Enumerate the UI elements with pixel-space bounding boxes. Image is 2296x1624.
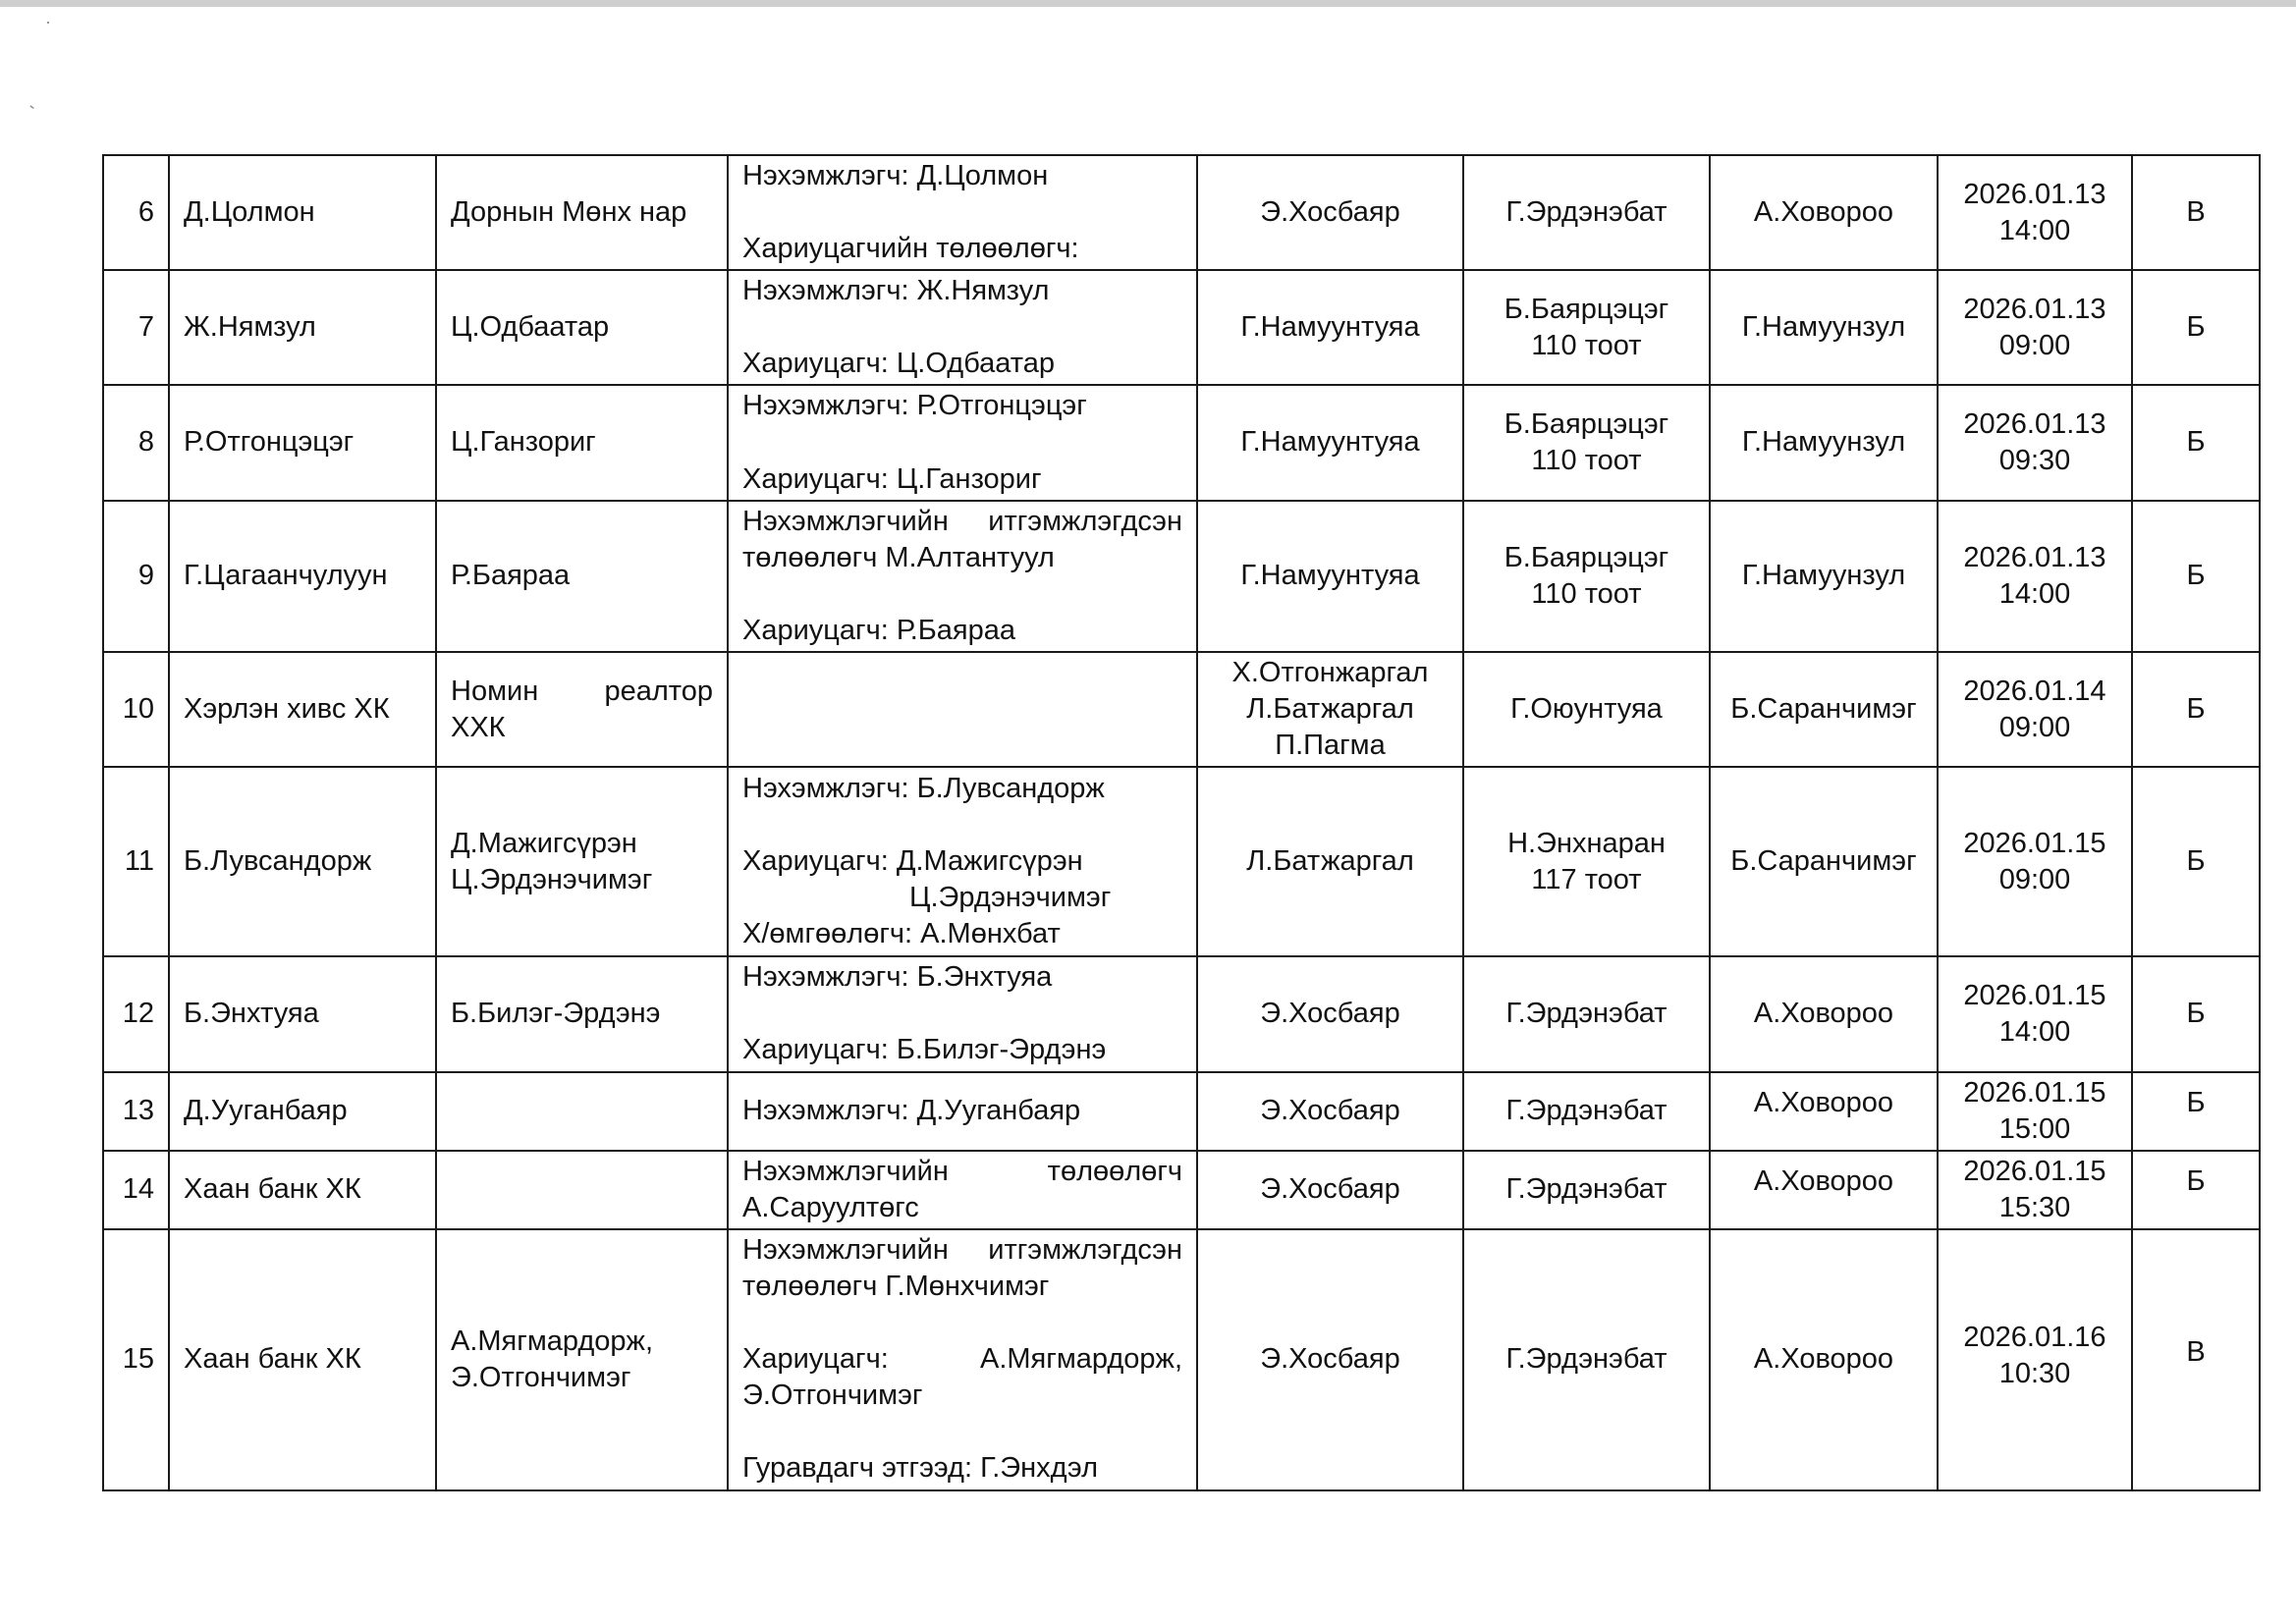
participant-line: Хариуцагчийн төлөөлөгч: [742, 233, 1079, 265]
type-cell: В [2132, 155, 2260, 270]
defendant-cell: Б.Билэг-Эрдэнэ [436, 956, 728, 1071]
judge-cell [1197, 652, 1463, 767]
judge-cell: Г.Намуунтуяа [1197, 501, 1463, 652]
participants-cell [728, 155, 1197, 270]
time-text: 09:00 [1998, 329, 2071, 361]
date-text: 2026.01.15 [1963, 1155, 2106, 1187]
room-line: Б.Баярцэцэг [1503, 541, 1669, 573]
row-number: 6 [103, 155, 169, 270]
row-number: 7 [103, 270, 169, 385]
judge-cell: Э.Хосбаяр [1197, 1229, 1463, 1490]
time-text: 14:00 [1998, 214, 2071, 246]
date-text: 2026.01.13 [1963, 407, 2106, 440]
room-cell [1463, 1229, 1710, 1490]
defendant-cell: Ц.Ганзориг [436, 385, 728, 500]
clerk-cell: А.Ховороо [1710, 1229, 1938, 1490]
room-line: Г.Эрдэнэбат [1505, 196, 1667, 229]
judge-line: Л.Батжаргал [1246, 693, 1414, 726]
row-number: 11 [103, 767, 169, 956]
time-text: 14:00 [1998, 1015, 2071, 1048]
participant-line: Нэхэмжлэгч: Р.Отгонцэцэг [742, 390, 1087, 422]
date-text: 2026.01.15 [1963, 1076, 2106, 1109]
defendant-line: А.Мягмардорж, [451, 1325, 654, 1357]
participant-line: Нэхэмжлэгч: Д.Ууганбаяр [742, 1095, 1081, 1127]
plaintiff-cell: Хаан банк ХК [169, 1151, 436, 1229]
participant-line: Нэхэмжлэгч: Ж.Нямзул [742, 275, 1050, 307]
participant-line: Нэхэмжлэгчийн итгэмжлэгдсэн [742, 505, 1182, 537]
clerk-cell: А.Ховороо [1710, 1072, 1938, 1151]
time-text: 10:30 [1998, 1357, 2071, 1389]
defendant-line: ХХК [451, 711, 506, 743]
type-cell: Б [2132, 501, 2260, 652]
participants-cell [728, 270, 1197, 385]
row-number: 9 [103, 501, 169, 652]
clerk-cell: Б.Саранчимэг [1710, 767, 1938, 956]
judge-cell: Э.Хосбаяр [1197, 1072, 1463, 1151]
plaintiff-cell: Р.Отгонцэцэг [169, 385, 436, 500]
defendant-cell: Дорнын Мөнх нар [436, 155, 728, 270]
defendant-line: Д.Мажигсүрэн [451, 827, 637, 859]
judge-cell: Г.Намуунтуяа [1197, 385, 1463, 500]
judge-cell: Э.Хосбаяр [1197, 956, 1463, 1071]
defendant-line: Ц.Эрдэнэчимэг [451, 863, 653, 895]
time-text: 09:30 [1998, 445, 2071, 477]
participant-line: Хариуцагч: А.Мягмардорж, [742, 1343, 1182, 1376]
date-text: 2026.01.15 [1963, 979, 2106, 1011]
row-number: 15 [103, 1229, 169, 1490]
participant-line: А.Саруултөгс [742, 1191, 919, 1223]
room-line: Г.Эрдэнэбат [1505, 1343, 1667, 1376]
defendant-cell: Ц.Одбаатар [436, 270, 728, 385]
type-cell: Б [2132, 385, 2260, 500]
plaintiff-cell: Д.Ууганбаяр [169, 1072, 436, 1151]
participants-cell [728, 385, 1197, 500]
participant-line: Хариуцагч: Б.Билэг-Эрдэнэ [742, 1034, 1107, 1066]
defendant-line: Номин реалтор [451, 675, 713, 707]
row-number: 12 [103, 956, 169, 1071]
defendant-cell [436, 1229, 728, 1490]
time-text: 15:00 [1998, 1112, 2071, 1145]
room-cell [1463, 1151, 1710, 1229]
table-row [103, 155, 2260, 270]
defendant-line: Э.Отгончимэг [451, 1361, 631, 1393]
row-number: 10 [103, 652, 169, 767]
table-row [103, 767, 2260, 956]
scan-top-edge [0, 0, 2296, 7]
room-line: 110 тоот [1531, 329, 1642, 361]
clerk-cell: А.Ховороо [1710, 956, 1938, 1071]
room-cell [1463, 1072, 1710, 1151]
date-text: 2026.01.13 [1963, 178, 2106, 210]
participant-line: Нэхэмжлэгчийн итгэмжлэгдсэн [742, 1233, 1182, 1266]
datetime-cell [1938, 501, 2132, 652]
date-text: 2026.01.14 [1963, 675, 2106, 707]
time-text: 15:30 [1998, 1191, 2071, 1223]
clerk-cell: А.Ховороо [1710, 155, 1938, 270]
datetime-cell [1938, 956, 2132, 1071]
plaintiff-cell: Хэрлэн хивс ХК [169, 652, 436, 767]
room-cell [1463, 270, 1710, 385]
room-line: 110 тоот [1531, 445, 1642, 477]
table-row [103, 1072, 2260, 1151]
participant-line: Хариуцагч: Р.Баяраа [742, 614, 1016, 646]
row-number: 14 [103, 1151, 169, 1229]
participant-line: Нэхэмжлэгчийн төлөөлөгч [742, 1155, 1182, 1187]
table-row [103, 385, 2260, 500]
table-row [103, 501, 2260, 652]
participants-cell [728, 1151, 1197, 1229]
row-number: 8 [103, 385, 169, 500]
table-row [103, 1229, 2260, 1490]
participant-line: Х/өмгөөлөгч: А.Мөнхбат [742, 918, 1061, 950]
room-cell [1463, 652, 1710, 767]
participant-line: Гуравдагч этгээд: Г.Энхдэл [742, 1452, 1098, 1485]
table-row [103, 652, 2260, 767]
clerk-cell: Г.Намуунзул [1710, 385, 1938, 500]
room-line: Г.Эрдэнэбат [1505, 1173, 1667, 1206]
table-row [103, 1151, 2260, 1229]
room-cell [1463, 155, 1710, 270]
table-row [103, 270, 2260, 385]
defendant-cell [436, 652, 728, 767]
defendant-cell [436, 767, 728, 956]
date-text: 2026.01.13 [1963, 541, 2106, 573]
plaintiff-cell: Г.Цагаанчулуун [169, 501, 436, 652]
datetime-cell [1938, 1072, 2132, 1151]
defendant-cell [436, 1151, 728, 1229]
type-cell: Б [2132, 767, 2260, 956]
clerk-cell: Б.Саранчимэг [1710, 652, 1938, 767]
room-line: Г.Эрдэнэбат [1505, 998, 1667, 1030]
participant-line: төлөөлөгч Г.Мөнхчимэг [742, 1271, 1050, 1303]
room-line: Г.Оюунтуяа [1510, 693, 1663, 726]
type-cell: Б [2132, 652, 2260, 767]
datetime-cell [1938, 1151, 2132, 1229]
judge-cell: Э.Хосбаяр [1197, 155, 1463, 270]
date-text: 2026.01.16 [1963, 1321, 2106, 1353]
judge-line: П.Пагма [1275, 730, 1386, 762]
participant-line: Хариуцагч: Ц.Ганзориг [742, 462, 1042, 495]
type-cell: В [2132, 1229, 2260, 1490]
participants-cell [728, 956, 1197, 1071]
clerk-cell: Г.Намуунзул [1710, 270, 1938, 385]
clerk-cell: А.Ховороо [1710, 1151, 1938, 1229]
participant-line: Хариуцагч: Д.Мажигсүрэн [742, 845, 1083, 878]
participant-line: Ц.Эрдэнэчимэг [909, 882, 1112, 914]
plaintiff-cell: Д.Цолмон [169, 155, 436, 270]
plaintiff-cell: Б.Энхтуяа [169, 956, 436, 1071]
time-text: 09:00 [1998, 863, 2071, 895]
scan-speck: - [25, 96, 41, 117]
participant-line: төлөөлөгч М.Алтантуул [742, 541, 1055, 573]
time-text: 14:00 [1998, 577, 2071, 610]
scan-speck: · [45, 12, 51, 31]
time-text: 09:00 [1998, 711, 2071, 743]
plaintiff-cell: Ж.Нямзул [169, 270, 436, 385]
datetime-cell [1938, 1229, 2132, 1490]
hearing-schedule-table [102, 154, 2261, 1491]
participant-line: Хариуцагч: Ц.Одбаатар [742, 348, 1055, 380]
participant-line: Нэхэмжлэгч: Д.Цолмон [742, 160, 1049, 191]
room-cell [1463, 956, 1710, 1071]
room-cell [1463, 501, 1710, 652]
room-cell [1463, 385, 1710, 500]
datetime-cell [1938, 155, 2132, 270]
type-cell: Б [2132, 1151, 2260, 1229]
participants-cell [728, 652, 1197, 767]
plaintiff-cell: Хаан банк ХК [169, 1229, 436, 1490]
row-number: 13 [103, 1072, 169, 1151]
datetime-cell [1938, 767, 2132, 956]
room-line: Б.Баярцэцэг [1503, 407, 1669, 440]
judge-cell: Э.Хосбаяр [1197, 1151, 1463, 1229]
room-cell [1463, 767, 1710, 956]
room-line: 110 тоот [1531, 577, 1642, 610]
datetime-cell [1938, 385, 2132, 500]
participants-cell [728, 1072, 1197, 1151]
date-text: 2026.01.15 [1963, 827, 2106, 859]
room-line: Б.Баярцэцэг [1503, 293, 1669, 325]
plaintiff-cell: Б.Лувсандорж [169, 767, 436, 956]
participants-cell [728, 501, 1197, 652]
participant-line: Э.Отгончимэг [742, 1380, 923, 1412]
type-cell: Б [2132, 1072, 2260, 1151]
participants-cell [728, 767, 1197, 956]
date-text: 2026.01.13 [1963, 293, 2106, 325]
type-cell: Б [2132, 956, 2260, 1071]
participant-line: Нэхэмжлэгч: Б.Лувсандорж [742, 773, 1105, 805]
participant-line: Нэхэмжлэгч: Б.Энхтуяа [742, 961, 1053, 994]
defendant-cell: Р.Баяраа [436, 501, 728, 652]
clerk-cell: Г.Намуунзул [1710, 501, 1938, 652]
room-line: Н.Энхнаран [1507, 827, 1666, 859]
participants-cell [728, 1229, 1197, 1490]
judge-line: Х.Отгонжаргал [1231, 656, 1429, 688]
table-row [103, 956, 2260, 1071]
defendant-cell [436, 1072, 728, 1151]
room-line: Г.Эрдэнэбат [1505, 1095, 1667, 1127]
datetime-cell [1938, 270, 2132, 385]
type-cell: Б [2132, 270, 2260, 385]
datetime-cell [1938, 652, 2132, 767]
room-line: 117 тоот [1531, 863, 1642, 895]
judge-cell: Г.Намуунтуяа [1197, 270, 1463, 385]
judge-cell: Л.Батжаргал [1197, 767, 1463, 956]
